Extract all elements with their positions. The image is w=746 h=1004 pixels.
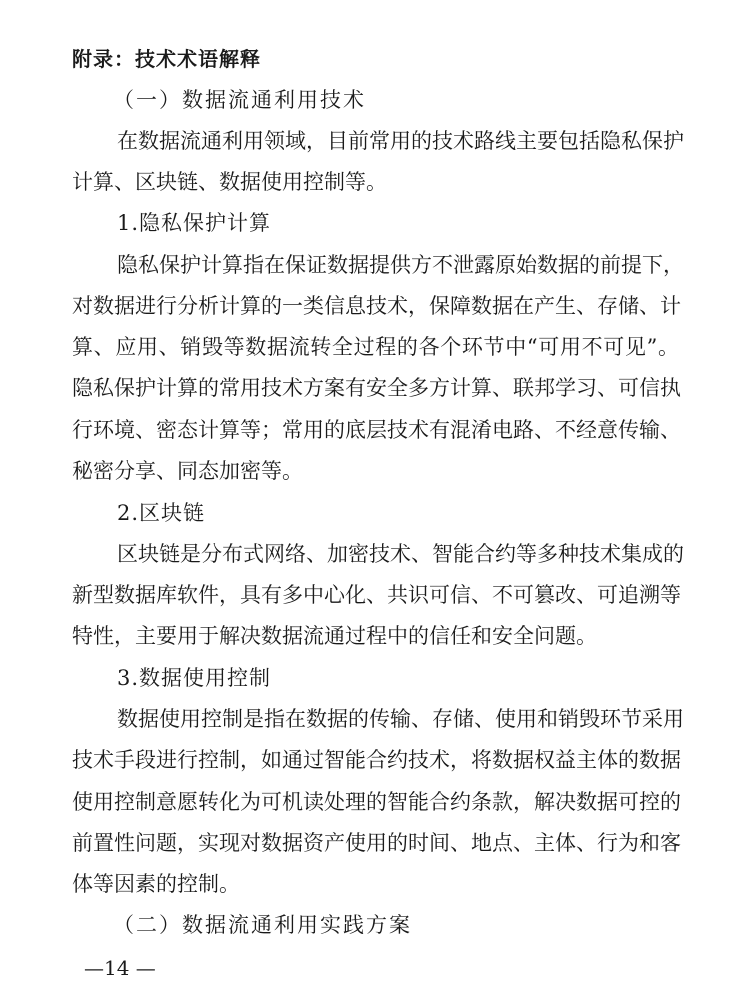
paragraph-line: 体等因素的控制。 xyxy=(72,872,240,896)
paragraph-line: 隐私保护计算指在保证数据提供方不泄露原始数据的前提下， xyxy=(117,253,684,277)
appendix-title: 附录：技术术语解释 xyxy=(72,47,261,71)
section-title-1: （一）数据流通利用技术 xyxy=(113,88,366,112)
paragraph-line: 对数据进行分析计算的一类信息技术，保障数据在产生、存储、计 xyxy=(72,294,681,318)
subheading-data-usage-control: 3.数据使用控制 xyxy=(117,666,272,690)
subheading-blockchain: 2.区块链 xyxy=(117,501,206,525)
paragraph-line: 技术手段进行控制，如通过智能合约技术，将数据权益主体的数据 xyxy=(72,748,681,772)
paragraph-line: 行环境、密态计算等；常用的底层技术有混淆电路、不经意传输、 xyxy=(72,418,681,442)
paragraph-line: 新型数据库软件，具有多中心化、共识可信、不可篡改、可追溯等 xyxy=(72,583,681,607)
paragraph-line: 前置性问题，实现对数据资产使用的时间、地点、主体、行为和客 xyxy=(72,831,681,855)
paragraph-line: 特性，主要用于解决数据流通过程中的信任和安全问题。 xyxy=(72,624,597,648)
paragraph-line: 秘密分享、同态加密等。 xyxy=(72,459,303,483)
subheading-privacy-computing: 1.隐私保护计算 xyxy=(117,211,272,235)
paragraph-line: 数据使用控制是指在数据的传输、存储、使用和销毁环节采用 xyxy=(117,707,684,731)
paragraph-line: 使用控制意愿转化为可机读处理的智能合约条款，解决数据可控的 xyxy=(72,790,681,814)
paragraph-line: 计算、区块链、数据使用控制等。 xyxy=(72,170,387,194)
paragraph-line: 区块链是分布式网络、加密技术、智能合约等多种技术集成的 xyxy=(117,542,684,566)
page-number: —14 — xyxy=(84,956,156,980)
paragraph-line: 隐私保护计算的常用技术方案有安全多方计算、联邦学习、可信执 xyxy=(72,376,681,400)
section-title-2: （二）数据流通利用实践方案 xyxy=(113,913,412,937)
paragraph-line: 算、应用、销毁等数据流转全过程的各个环节中“可用不可见”。 xyxy=(72,335,679,359)
paragraph-line: 在数据流通利用领域，目前常用的技术路线主要包括隐私保护 xyxy=(117,129,684,153)
